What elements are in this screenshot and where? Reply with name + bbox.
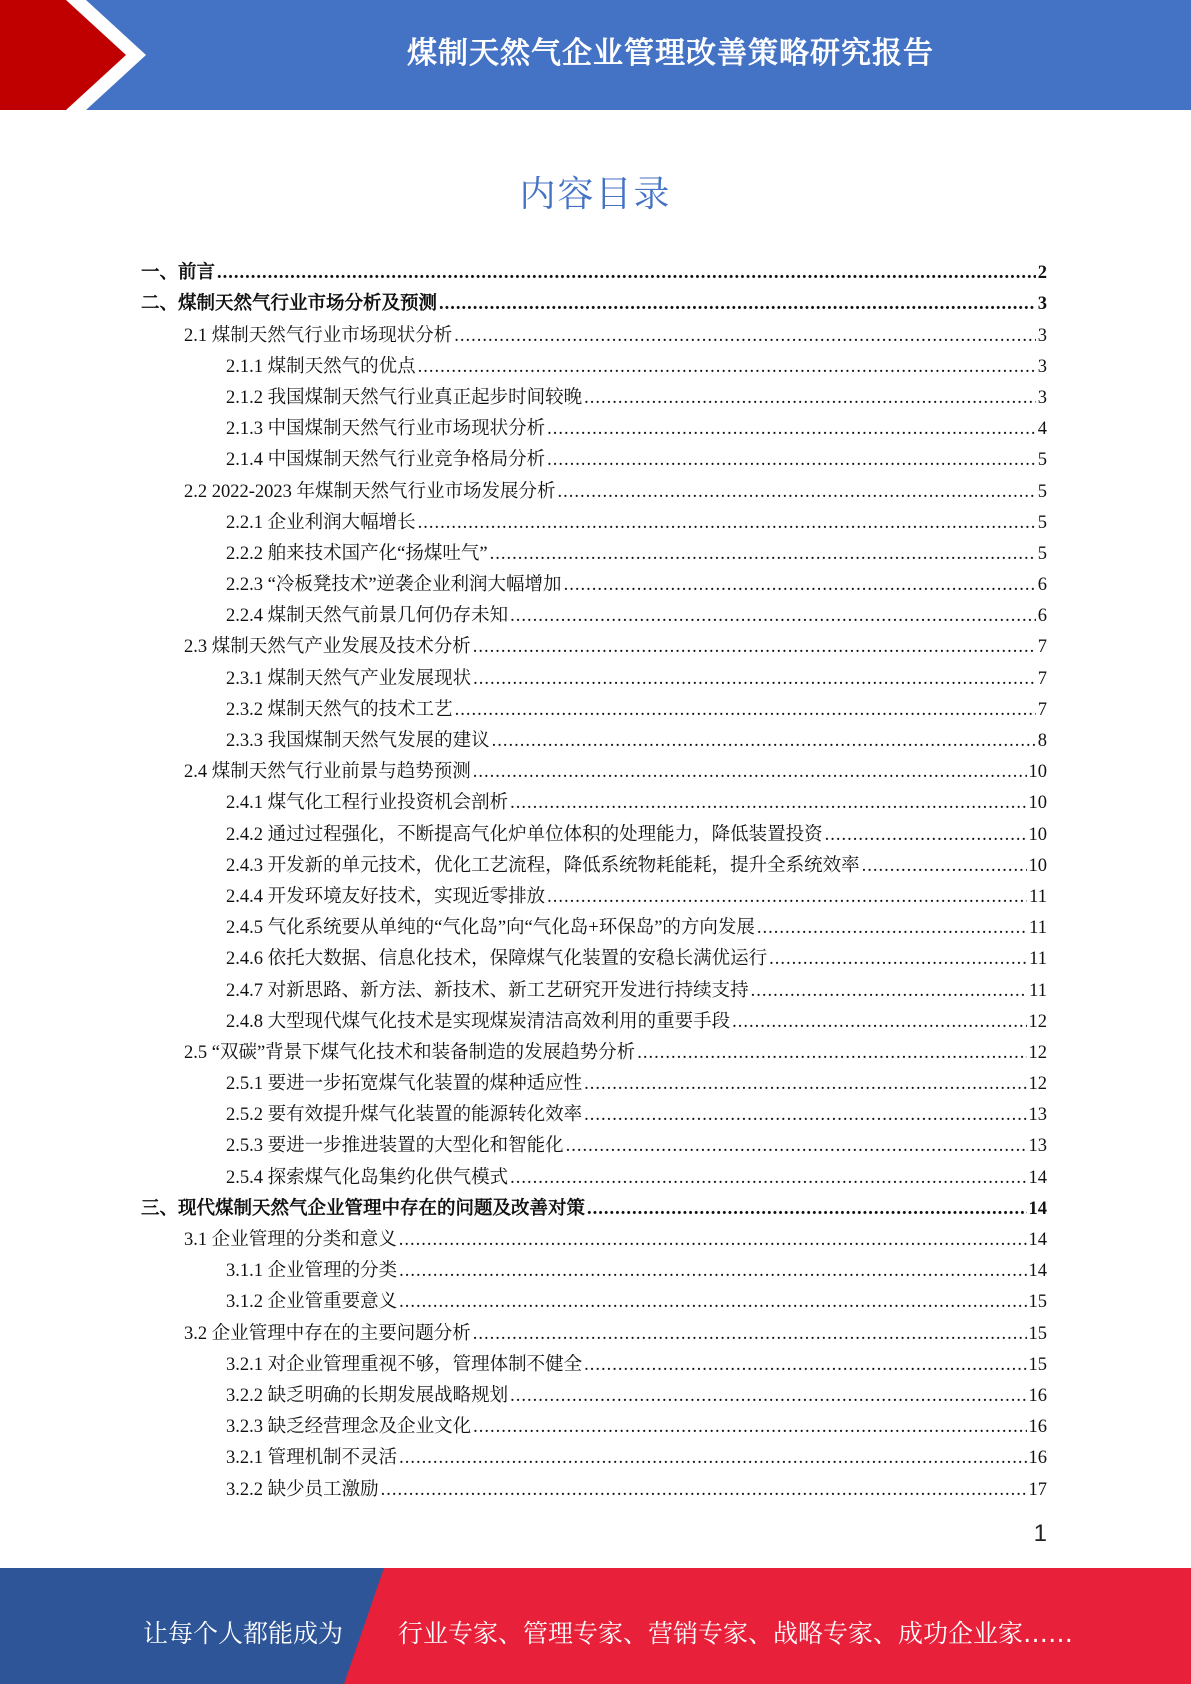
toc-entry-title: 2.2.4 煤制天然气前景几何仍存未知 [226,606,509,627]
toc-entry-page: 10 [1028,855,1047,876]
toc-leader-dots [473,1416,1026,1438]
toc-entry-page: 16 [1028,1417,1047,1438]
toc-entry-page: 13 [1028,1105,1047,1126]
toc-entry-page: 15 [1028,1323,1047,1344]
toc-leader-dots [455,699,1036,721]
toc-leader-dots [584,1354,1026,1376]
toc-leader-dots [473,668,1036,690]
toc-entry[interactable] [141,1157,1047,1188]
toc-entry-title: 2.3 煤制天然气产业发展及技术分析 [184,637,471,658]
toc-leader-dots [566,1135,1027,1157]
toc-entry-title: 3.2 企业管理中存在的主要问题分析 [184,1323,471,1344]
toc-entry-title: 三、现代煤制天然气企业管理中存在的问题及改善对策 [141,1198,586,1219]
toc-leader-dots [547,418,1036,440]
toc-entry[interactable] [141,1126,1047,1157]
toc-leader-dots [757,917,1027,939]
toc-leader-dots [473,1323,1027,1345]
footer-slogan-right: 行业专家、管理专家、营销专家、战略专家、成功企业家…… [398,1619,1074,1648]
footer-slogan-left: 让每个人都能成为 [143,1619,344,1648]
toc-leader-dots [558,481,1036,503]
toc-entry-page: 4 [1037,419,1047,440]
toc-entry[interactable] [141,658,1047,689]
toc-entry-title: 2.5.4 探索煤气化岛集约化供气模式 [226,1167,509,1188]
toc-leader-dots [510,1167,1026,1189]
toc-entry[interactable] [141,752,1047,783]
toc-entry-title: 3.2.3 缺乏经营理念及企业文化 [226,1417,472,1438]
toc-entry[interactable] [141,846,1047,877]
toc-entry-title: 二、煤制天然气行业市场分析及预测 [141,294,438,315]
toc-entry[interactable] [141,1220,1047,1251]
toc-entry-page: 16 [1028,1385,1047,1406]
toc-entry-page: 7 [1037,699,1047,720]
toc-entry-title: 3.1.2 企业管重要意义 [226,1292,398,1313]
toc-entry-title: 2.4.8 大型现代煤气化技术是实现煤炭清洁高效利用的重要手段 [226,1011,731,1032]
toc-entry-page: 7 [1037,668,1047,689]
toc-entry-page: 6 [1037,606,1047,627]
toc-entry-page: 5 [1037,450,1047,471]
toc-leader-dots [547,449,1036,471]
toc-entry-title: 2.4.7 对新思路、新方法、新技术、新工艺研究开发进行持续支持 [226,980,749,1001]
toc-entry-title: 2.5 “双碳”背景下煤气化技术和装备制造的发展趋势分析 [184,1042,636,1063]
toc-leader-dots [510,1385,1026,1407]
toc-entry[interactable] [141,1251,1047,1282]
toc-leader-dots [490,543,1036,565]
toc-leader-dots [751,980,1028,1002]
toc-entry-page: 3 [1037,387,1047,408]
toc-leader-dots [454,325,1035,347]
toc-entry-page: 11 [1029,918,1047,939]
toc-entry[interactable] [141,908,1047,939]
toc-leader-dots [418,512,1036,534]
toc-entry[interactable] [141,440,1047,471]
toc-leader-dots [510,792,1026,814]
toc-leader-dots [418,356,1036,378]
toc-leader-dots [564,574,1036,596]
toc-entry-page: 6 [1037,575,1047,596]
toc-entry-page: 17 [1028,1479,1047,1500]
toc-entry-page: 12 [1028,1011,1047,1032]
toc-leader-dots [473,761,1027,783]
toc-entry[interactable] [141,471,1047,502]
toc-entry-page: 3 [1037,356,1047,377]
toc-entry-title: 2.2.1 企业利润大幅增长 [226,512,416,533]
toc-entry-page: 16 [1028,1448,1047,1469]
page-number: 1 [1033,1520,1047,1547]
toc-leader-dots [492,730,1036,752]
toc-leader-dots [584,1073,1026,1095]
toc-leader-dots [381,1479,1027,1501]
toc-entry[interactable] [141,1469,1047,1500]
toc-entry[interactable] [141,565,1047,596]
toc-entry[interactable] [141,1002,1047,1033]
toc-entry-title: 2.2 2022-2023 年煤制天然气行业市场发展分析 [184,481,556,502]
toc-entry[interactable] [141,378,1047,409]
toc-heading: 内容目录 [519,174,672,215]
toc-leader-dots [732,1011,1026,1033]
toc-entry-page: 11 [1029,949,1047,970]
toc-leader-dots [399,1291,1026,1313]
toc-entry[interactable] [141,596,1047,627]
header-arrow-icon [0,0,160,110]
toc-entry-title: 3.2.1 管理机制不灵活 [226,1448,398,1469]
toc-entry-title: 2.4.3 开发新的单元技术，优化工艺流程，降低系统物耗能耗，提升全系统效率 [226,855,860,876]
toc-entry[interactable] [141,503,1047,534]
toc-entry[interactable] [141,721,1047,752]
toc-entry-page: 5 [1037,481,1047,502]
toc-entry-page: 15 [1028,1354,1047,1375]
toc-entry-title: 2.1 煤制天然气行业市场现状分析 [184,325,453,346]
toc-leader-dots [637,1042,1026,1064]
toc-entry[interactable] [141,939,1047,970]
report-title: 煤制天然气企业管理改善策略研究报告 [407,36,934,71]
toc-entry-title: 2.4.6 依托大数据、信息化技术，保障煤气化装置的安稳长满优运行 [226,949,768,970]
toc-entry-page: 14 [1028,1198,1047,1219]
toc-leader-dots [584,1104,1026,1126]
toc-entry-title: 2.1.4 中国煤制天然气行业竞争格局分析 [226,450,546,471]
toc-entry-page: 7 [1037,637,1047,658]
toc-entry-title: 2.2.2 舶来技术国产化“扬煤吐气” [226,543,488,564]
toc-entry[interactable] [141,877,1047,908]
toc-entry-page: 11 [1029,886,1047,907]
toc-leader-dots [399,1447,1026,1469]
toc-leader-dots [547,886,1027,908]
toc-entry[interactable] [141,284,1047,315]
toc-entry[interactable] [141,1438,1047,1469]
toc-entry[interactable] [141,409,1047,440]
toc-entry-title: 2.1.3 中国煤制天然气行业市场现状分析 [226,419,546,440]
toc-entry[interactable] [141,690,1047,721]
toc-entry-page: 5 [1037,512,1047,533]
toc-entry[interactable] [141,347,1047,378]
toc-entry-page: 13 [1028,1136,1047,1157]
toc-entry-page: 10 [1028,793,1047,814]
toc-leader-dots [584,387,1036,409]
toc-entry-page: 2 [1037,263,1047,284]
toc-entry-page: 14 [1028,1230,1047,1250]
toc-entry-title: 2.5.3 要进一步推进装置的大型化和智能化 [226,1136,564,1157]
toc-entry-title: 2.4.1 煤气化工程行业投资机会剖析 [226,793,509,814]
toc-leader-dots [473,636,1036,658]
toc-entry-page: 5 [1037,543,1047,564]
toc-entry[interactable] [141,1095,1047,1126]
table-of-contents [141,253,1047,1501]
toc-entry-page: 3 [1037,325,1047,346]
toc-entry-page: 12 [1028,1042,1047,1063]
toc-entry[interactable] [141,1064,1047,1095]
toc-entry-title: 2.5.2 要有效提升煤气化装置的能源转化效率 [226,1105,583,1126]
toc-entry-title: 2.4 煤制天然气行业前景与趋势预测 [184,762,471,783]
toc-entry-page: 10 [1028,824,1047,845]
toc-entry-page: 14 [1028,1167,1047,1188]
toc-entry[interactable] [141,970,1047,1001]
toc-entry[interactable] [141,1033,1047,1064]
toc-leader-dots [439,293,1036,315]
toc-entry[interactable] [141,783,1047,814]
toc-entry-title: 3.2.2 缺少员工激励 [226,1479,379,1500]
toc-entry[interactable] [141,1189,1047,1220]
toc-entry-title: 3.1 企业管理的分类和意义 [184,1230,397,1250]
toc-entry-title: 2.3.1 煤制天然气产业发展现状 [226,668,472,689]
toc-entry-title: 一、前言 [141,263,216,284]
toc-entry[interactable] [141,315,1047,346]
toc-entry-title: 2.3.3 我国煤制天然气发展的建议 [226,731,490,751]
toc-entry-title: 3.2.2 缺乏明确的长期发展战略规划 [226,1385,509,1406]
toc-leader-dots [769,948,1027,970]
toc-entry-title: 3.2.1 对企业管理重视不够，管理体制不健全 [226,1354,583,1375]
toc-entry-title: 2.3.2 煤制天然气的技术工艺 [226,699,453,720]
toc-entry-page: 12 [1028,1074,1047,1095]
toc-leader-dots [399,1260,1026,1282]
toc-entry-title: 2.1.1 煤制天然气的优点 [226,356,416,377]
toc-entry-page: 11 [1029,980,1047,1001]
toc-entry-title: 2.4.2 通过过程强化，不断提高气化炉单位体积的处理能力，降低装置投资 [226,824,823,845]
toc-leader-dots [862,855,1027,877]
toc-entry[interactable] [141,814,1047,845]
toc-entry[interactable] [141,253,1047,284]
toc-leader-dots [587,1198,1026,1220]
toc-entry-title: 2.4.4 开发环境友好技术，实现近零排放 [226,886,546,907]
toc-entry-title: 3.1.1 企业管理的分类 [226,1261,398,1282]
toc-entry-page: 3 [1037,294,1047,315]
toc-entry-page: 8 [1037,731,1047,751]
toc-leader-dots [825,824,1027,846]
header-band [0,0,1191,110]
toc-entry-page: 10 [1028,762,1047,783]
toc-entry-title: 2.1.2 我国煤制天然气行业真正起步时间较晚 [226,387,583,408]
toc-leader-dots [510,605,1036,627]
toc-leader-dots [399,1229,1027,1251]
toc-entry-page: 14 [1028,1261,1047,1282]
toc-entry[interactable] [141,1282,1047,1313]
toc-entry[interactable] [141,534,1047,565]
toc-entry-page: 15 [1028,1292,1047,1313]
toc-entry[interactable] [141,1407,1047,1438]
toc-leader-dots [217,262,1036,284]
toc-entry-title: 2.4.5 气化系统要从单纯的“气化岛”向“气化岛+环保岛”的方向发展 [226,918,755,939]
toc-entry[interactable] [141,627,1047,658]
toc-entry[interactable] [141,1313,1047,1344]
toc-entry[interactable] [141,1376,1047,1407]
toc-entry[interactable] [141,1345,1047,1376]
toc-entry-title: 2.2.3 “冷板凳技术”逆袭企业利润大幅增加 [226,575,562,596]
toc-entry-title: 2.5.1 要进一步拓宽煤气化装置的煤种适应性 [226,1074,583,1095]
